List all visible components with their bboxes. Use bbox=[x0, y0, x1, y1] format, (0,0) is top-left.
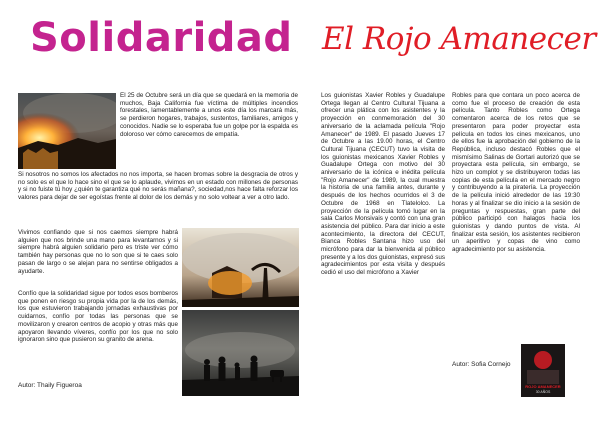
rojo-column-1: Los guionistas Xavier Robles y Guadalupe Ortega llegan al Centro Cultural Tijuana a ofrecer una plática con los asistentes y la proyección en conmemoración del 30 aniversario de la aclamada película "Rojo Amanecer" de 1989. El pasado Jueves 17 de Octubre a las 19.00 horas, el Centro Cultural Tijuana (CECUT) tuvo la visita de los guionistas mexicanos Xavier Robles y Guadalupe Ortega con motivo del 30 aniversario de la icónica e inédita película "Rojo Amanecer" de 1989, la cual muestra la historia de una familia antes, durante y después de los hechos ocurridos el 3 de Octubre de 1968 en Tlatelolco. La proyección de la película tomó lugar en la sala Carlos Monsivais y contó con una gran asistencia del público. Para dar inicio a este acontecimiento, la directora del CECUT, Bianca Robles Santana hizo uso del micrófono para dar la bienvenida al público presente y a los dos guionistas, expresó sus agradecimientos por esta visita y después cedió el uso del micrófono a Xavier bbox=[321, 92, 445, 277]
rojo-column-2: Robles para que contara un poco acerca de como fue el proceso de creación de esta película. Tanto Robles como Ortega comentaron acerca de los retos que se presentaron para poder proyectar esta película en todos los cines mexicanos, uno de ellos fue la aprobación del gobierno de la República, incluso destacó Robles que el mismísimo Salinas de Gortari autorizó que se proyectara esta película, sin embargo, se hizo un complot y se distribuyeron todas las copias de esta película en el mercado negro y contribuyendo a la piratería. La proyección de la película inició alrededor de las 19:30 horas y al finalizar se dio inicio a la sesión de preguntas y respuestas, gran parte del público participó con halagos hacia los guionistas y dando puntos de vista. Al finalizar esta sesión, los asistentes recibieron un aperitivo y copas de vino como agradecimiento por su asistencia. bbox=[452, 92, 580, 254]
article-title-rojo-amanecer: El Rojo Amanecer bbox=[322, 21, 596, 57]
paragraph-firefighters: Confío que la solidaridad sigue por todos esos bomberos que ponen en riesgo su propia vida por la de los demás, los que estuvieron trabajando jornadas exhaustivas por cuidarnos, confío por todas las personas que se movilizaron y crearon centros de acopio y otras más que apoyaron llevando víveres, confío por los que no solo ignoraron sino que pusieron su granito de arena. bbox=[18, 290, 178, 344]
wildfire-photo bbox=[18, 93, 116, 169]
author-left: Autor: Thaily Figueroa bbox=[18, 382, 82, 389]
paragraph-trust: Vivimos confiando que si nos caemos siempre habrá alguien que nos brinde una mano para levantarnos y si siempre habrá alguien solidario pero es triste ver cómo también hay personas que no lo son que si te caes solo pasan de largo o se alejan para no sentirse obligados a ayudarte. bbox=[18, 229, 178, 275]
movie-poster bbox=[521, 344, 565, 397]
paragraph-intro: El 25 de Octubre será un día que se quedará en la memoria de muchos, Baja California fue víctima de múltiples incendios forestales, lamentablemente a unos este día los marcará más, se perdieron hogares, trabajos, sustentos, familiares, amigos y conocidos. Nadie se lo esperaba fue un golpe por la espalda es doloroso ver cómo carecemos de empatía. bbox=[120, 92, 298, 138]
article-title-solidaridad: Solidaridad bbox=[30, 15, 293, 61]
burning-house-photo bbox=[182, 228, 299, 307]
paragraph-empathy: Si nosotros no somos los afectados no nos importa, se hacen bromas sobre la desgracia de otros y no solo es el que lo hace sino el que se lo aplaude, vivimos en un estado con millones de personas y si no fuiste tú hoy ¿quién te garantiza qué no serás mañana?, sociedad,nos hace falta reforzar los valores para dejar de ser egoístas frente al dolor de los demás y no solo voltear a ver a otro lado. bbox=[18, 171, 298, 202]
poster-subtitle: 30 AÑOS bbox=[535, 390, 551, 394]
family-silhouette-photo bbox=[182, 310, 299, 396]
author-right: Autor: Sofia Cornejo bbox=[452, 361, 511, 368]
poster-title: ROJO AMANECER bbox=[525, 384, 561, 389]
